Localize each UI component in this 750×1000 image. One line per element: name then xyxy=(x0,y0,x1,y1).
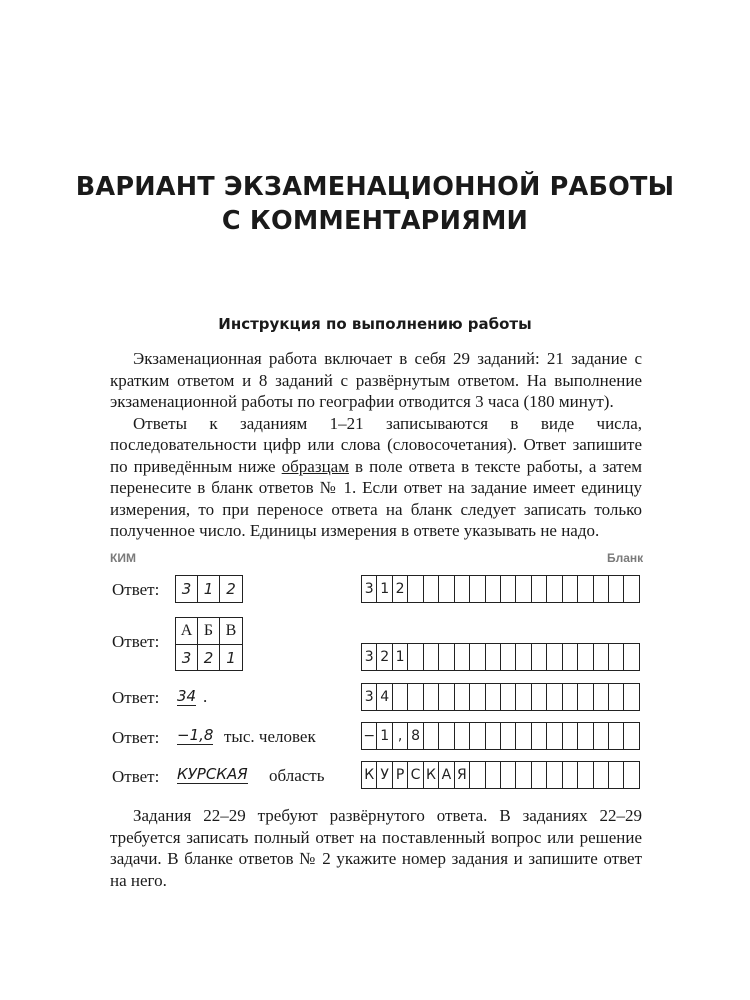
blank-grid-cell xyxy=(563,723,578,749)
blank-grid-cell: С xyxy=(408,762,423,788)
blank-grid-cell xyxy=(532,684,547,710)
answer-label-3: Ответ: xyxy=(112,688,160,707)
blank-grid-cell xyxy=(547,684,562,710)
blank-grid-cell xyxy=(547,576,562,602)
kim-cell: 2 xyxy=(198,645,220,670)
blank-grid-cell: 2 xyxy=(377,644,392,670)
kim-cell: 3 xyxy=(176,645,198,670)
blank-grid-cell xyxy=(547,762,562,788)
title-line-1: ВАРИАНТ ЭКЗАМЕНАЦИОННОЙ РАБОТЫ xyxy=(75,172,675,202)
blank-grid-cell xyxy=(516,762,531,788)
blank-grid-cell xyxy=(516,576,531,602)
blank-grid-cell xyxy=(547,644,562,670)
blank-grid-cell xyxy=(594,723,609,749)
answer-5-unit: область xyxy=(269,766,325,785)
blank-grid-cell xyxy=(470,576,485,602)
kim-value-row xyxy=(176,645,242,670)
answer-label-4: Ответ: xyxy=(112,728,160,747)
kim-answer-box-1 xyxy=(175,575,243,603)
blank-grid-cell xyxy=(516,684,531,710)
kim-answer-box-2 xyxy=(175,617,243,671)
title-line-2: С КОММЕНТАРИЯМИ xyxy=(221,206,529,236)
blank-grid-cell xyxy=(486,723,501,749)
samples-link: образцам xyxy=(281,456,349,476)
blank-grid-cell: К xyxy=(362,762,377,788)
blank-grid-cell xyxy=(439,576,454,602)
blank-grid-cell xyxy=(470,762,485,788)
blank-grid-cell xyxy=(624,684,638,710)
answer-label-1: Ответ: xyxy=(112,580,160,599)
blank-grid-cell xyxy=(455,576,470,602)
blank-grid-cell xyxy=(578,762,593,788)
kim-cell: 1 xyxy=(226,648,236,667)
blank-grid-cell xyxy=(516,723,531,749)
blank-grid-4 xyxy=(361,722,640,750)
handwritten-answer-4: −1,8 xyxy=(177,726,214,744)
blank-grid-cell xyxy=(424,723,439,749)
kim-label: КИМ xyxy=(110,551,136,565)
blank-grid-cell xyxy=(578,576,593,602)
blank-grid-cell xyxy=(563,684,578,710)
blank-grid-cell xyxy=(424,576,439,602)
kim-header-row xyxy=(176,618,242,645)
paragraph-3: Задания 22–29 требуют развёрнутого ответа. В заданиях 22–29 требуется записать полный ответ на поставленный вопрос или решение задачи. В бланке ответов № 2 укажите номер задания и запишите ответ на него. xyxy=(110,806,642,890)
blank-grid-cell xyxy=(486,762,501,788)
kim-cell: 2 xyxy=(226,580,236,598)
blank-grid-cell xyxy=(470,723,485,749)
blank-grid-cell xyxy=(424,684,439,710)
blank-grid-cell xyxy=(609,684,624,710)
blank-grid-cell xyxy=(408,576,423,602)
handwritten-answer-3: 34 xyxy=(177,687,197,705)
blank-grid-cell xyxy=(424,644,439,670)
blank-grid-cell xyxy=(486,576,501,602)
blank-grid-cell: 3 xyxy=(362,644,377,670)
blank-grid-cell: 4 xyxy=(377,684,392,710)
blank-grid-cell xyxy=(486,644,501,670)
blank-grid-cell: 1 xyxy=(377,576,392,602)
paragraph-2-start: Ответы к заданиям 1–21 записываются в виде числа, последовательности цифр или слова (словосочетания). Ответ запишите по приведённым ниже xyxy=(110,413,642,476)
blank-grid-cell xyxy=(516,644,531,670)
blank-grid-cell xyxy=(532,644,547,670)
kim-header-cell: Б xyxy=(198,618,220,644)
blank-grid-cell xyxy=(455,644,470,670)
blank-grid-5 xyxy=(361,761,640,789)
instruction-heading: Инструкция по выполнению работы xyxy=(218,315,532,333)
blank-grid-cell xyxy=(455,684,470,710)
blank-grid-cell xyxy=(470,644,485,670)
blank-grid-cell xyxy=(439,723,454,749)
blank-grid-cell xyxy=(609,644,624,670)
handwritten-answer-5: КУРСКАЯ xyxy=(177,765,248,783)
blank-grid-cell xyxy=(594,762,609,788)
blank-grid-cell xyxy=(609,576,624,602)
blank-grid-cell xyxy=(501,576,516,602)
closing-text xyxy=(110,805,642,891)
blank-grid-3 xyxy=(361,683,640,711)
blank-grid-cell xyxy=(501,723,516,749)
blank-grid-cell xyxy=(501,684,516,710)
kim-cell: 3 xyxy=(176,576,198,602)
instruction-text xyxy=(110,348,642,542)
blank-grid-cell xyxy=(532,576,547,602)
kim-header-cell: В xyxy=(225,622,237,639)
answer-label-2: Ответ: xyxy=(112,632,160,651)
blank-grid-cell xyxy=(486,684,501,710)
blank-grid-cell xyxy=(455,723,470,749)
blank-grid-cell xyxy=(578,684,593,710)
blank-label: Бланк xyxy=(607,551,644,565)
blank-grid-cell xyxy=(578,644,593,670)
blank-grid-cell: К xyxy=(424,762,439,788)
kim-header-cell: А xyxy=(176,618,198,644)
blank-grid-cell xyxy=(408,684,423,710)
blank-grid-cell xyxy=(578,723,593,749)
blank-grid-cell: 2 xyxy=(393,576,408,602)
blank-grid-cell xyxy=(563,762,578,788)
blank-grid-cell xyxy=(470,684,485,710)
blank-grid-cell: 3 xyxy=(362,684,377,710)
paragraph-1: Экзаменационная работа включает в себя 29 заданий: 21 задание с кратким ответом и 8 заданий с развёрнутым ответом. На выполнение экзаменационной работы по географии отводится 3 часа (180 минут). xyxy=(110,349,642,411)
answer-label-5: Ответ: xyxy=(112,767,160,786)
answer-4-unit: тыс. человек xyxy=(224,727,316,746)
paragraph-2 xyxy=(110,413,642,542)
blank-grid-cell: 1 xyxy=(377,723,392,749)
blank-grid-cell: 3 xyxy=(362,576,377,602)
blank-grid-cell xyxy=(624,576,638,602)
blank-grid-cell: , xyxy=(393,723,408,749)
blank-grid-cell: А xyxy=(439,762,454,788)
blank-grid-cell: 8 xyxy=(408,723,423,749)
blank-grid-cell xyxy=(501,762,516,788)
blank-grid-cell xyxy=(439,644,454,670)
blank-grid-cell xyxy=(624,762,638,788)
blank-grid-cell: Я xyxy=(455,762,470,788)
blank-grid-cell xyxy=(547,723,562,749)
blank-grid-cell xyxy=(609,723,624,749)
blank-grid-cell: Р xyxy=(393,762,408,788)
blank-grid-cell: 1 xyxy=(393,644,408,670)
blank-grid-cell xyxy=(439,684,454,710)
blank-grid-cell xyxy=(594,644,609,670)
blank-grid-cell xyxy=(594,576,609,602)
blank-grid-cell xyxy=(532,723,547,749)
paragraph-2-end: в поле ответа в тексте работы, а затем перенесите в бланк ответов № 1. Если ответ на задание имеет единицу измерения, то при переносе ответа на бланк следует записать только полученное число. Единицы измерения в ответе указывать не надо. xyxy=(110,456,643,540)
answer-3-suffix: . xyxy=(203,687,208,706)
blank-grid-cell xyxy=(408,644,423,670)
page-title xyxy=(0,170,750,238)
kim-cell: 1 xyxy=(198,576,220,602)
blank-grid-cell xyxy=(393,684,408,710)
blank-grid-cell xyxy=(563,644,578,670)
blank-grid-cell xyxy=(532,762,547,788)
blank-grid-cell xyxy=(563,576,578,602)
blank-grid-2 xyxy=(361,643,640,671)
blank-grid-cell: − xyxy=(362,723,377,749)
blank-grid-1 xyxy=(361,575,640,603)
blank-grid-cell xyxy=(624,644,638,670)
blank-grid-cell xyxy=(609,762,624,788)
blank-grid-cell xyxy=(501,644,516,670)
blank-grid-cell xyxy=(624,723,638,749)
blank-grid-cell: У xyxy=(377,762,392,788)
blank-grid-cell xyxy=(594,684,609,710)
